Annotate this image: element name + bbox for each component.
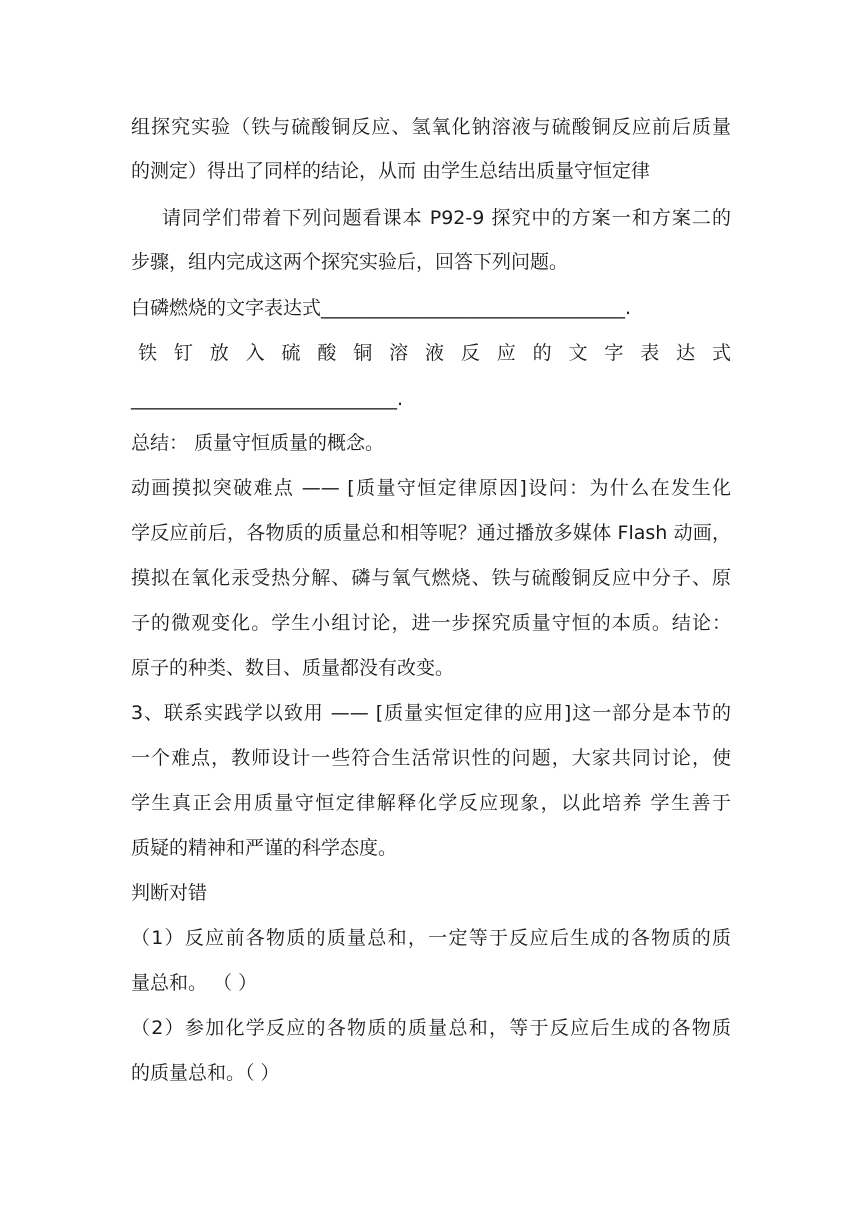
text-line: 摸拟在氧化汞受热分解、磷与氧气燃烧、铁与硫酸铜反应中分子、原 — [131, 567, 731, 589]
text-line: 量总和。 （ ） — [131, 972, 258, 994]
text-line: 的测定）得出了同样的结论，从而 由学生总结出质量守恒定律 — [131, 160, 651, 182]
text-line: 3、联系实践学以致用 —— [质量实恒定律的应用]这一部分是本节的 — [131, 702, 731, 724]
text-line: 一个难点，教师设计一些符合生活常识性的问题，大家共同讨论，使 — [131, 747, 731, 769]
text-line: 的质量总和。（ ） — [131, 1062, 280, 1084]
text-line: 总结： 质量守恒质量的概念。 — [131, 432, 385, 454]
text-line: 判断对错 — [131, 882, 208, 904]
text-line: 步骤，组内完成这两个探究实验后，回答下列问题。 — [131, 251, 569, 273]
text-line: 学生真正会用质量守恒定律解释化学反应现象，以此培养 学生善于 — [131, 792, 731, 814]
text-line: （2）参加化学反应的各物质的质量总和，等于反应后生成的各物质 — [131, 1017, 731, 1039]
text-line: 学反应前后，各物质的质量总和相等呢？通过播放多媒体 Flash 动画， — [131, 522, 731, 544]
text-line: 白磷燃烧的文字表达式________________________________. — [131, 297, 632, 319]
text-line: 请同学们带着下列问题看课本 P92-9 探究中的方案一和方案二的 — [162, 207, 731, 229]
text-line: 子的微观变化。学生小组讨论，进一步探究质量守恒的本质。结论： — [131, 612, 731, 634]
text-line: 组探究实验（铁与硫酸铜反应、氢氧化钠溶液与硫酸铜反应前后质量 — [131, 116, 731, 138]
text-line: 铁钉放入硫酸铜溶液反应的文字表达式 — [138, 342, 731, 364]
text-line: 质疑的精神和严谨的科学态度。 — [131, 837, 398, 859]
text-line: ____________________________. — [131, 388, 404, 410]
text-line: 原子的种类、数目、质量都没有改变。 — [131, 657, 455, 679]
text-line: 动画摸拟突破难点 —— [质量守恒定律原因]设问：为什么在发生化 — [131, 477, 731, 499]
text-line: （1）反应前各物质的质量总和，一定等于反应后生成的各物质的质 — [131, 927, 731, 949]
